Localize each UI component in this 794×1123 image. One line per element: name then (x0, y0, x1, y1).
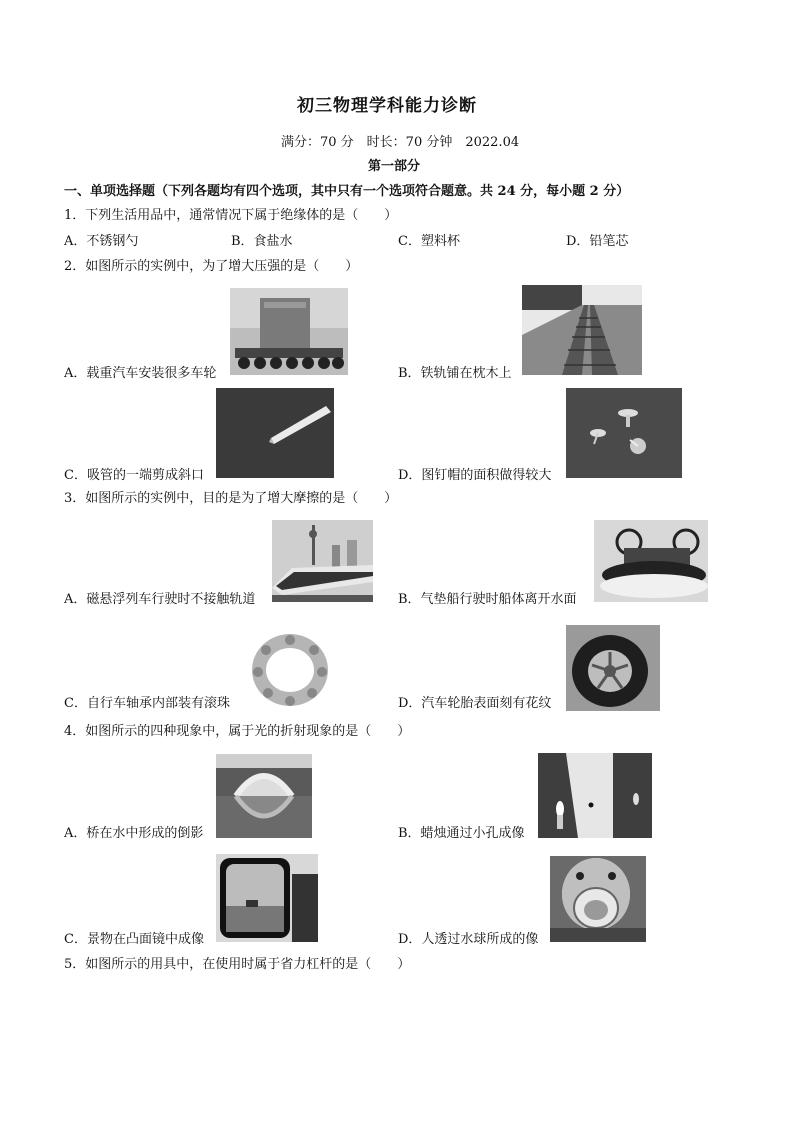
q1-option-a: A．不锈钢勺 (64, 234, 139, 249)
water-ball-photo (550, 856, 646, 942)
q4-option-c: C．景物在凸面镜中成像 (64, 932, 204, 947)
q1-option-b: B．食盐水 (231, 234, 293, 249)
bridge-reflection-photo (216, 754, 312, 838)
q4-option-b: B．蜡烛通过小孔成像 (398, 826, 525, 841)
q2-option-d: D．图钉帽的面积做得较大 (398, 468, 552, 483)
tire-photo (566, 625, 660, 711)
question-5-stem: 5．如图所示的用具中，在使用时属于省力杠杆的是（ ） (64, 957, 411, 972)
question-3-stem: 3．如图所示的实例中，目的是为了增大摩擦的是（ ） (64, 491, 398, 506)
bearing-photo (244, 630, 336, 710)
q4-option-d: D．人透过水球所成的像 (398, 932, 539, 947)
thumbtack-photo (566, 388, 682, 478)
pinhole-candle-photo (538, 753, 652, 838)
hovercraft-photo (594, 520, 708, 602)
convex-mirror-photo (216, 854, 318, 942)
q3-option-d: D．汽车轮胎表面刻有花纹 (398, 696, 552, 711)
q3-option-c: C．自行车轴承内部装有滚珠 (64, 696, 230, 711)
part-heading: 第一部分 (368, 159, 421, 174)
exam-meta: 满分：70 分 时长：70 分钟 2022.04 (281, 135, 520, 150)
q1-option-c: C．塑料杯 (398, 234, 460, 249)
question-4-stem: 4．如图所示的四种现象中，属于光的折射现象的是（ ） (64, 724, 411, 739)
section-heading: 一、单项选择题（下列各题均有四个选项，其中只有一个选项符合题意。共 24 分，每小题 2 分） (64, 184, 630, 199)
railway-photo (522, 285, 642, 375)
q3-option-a: A．磁悬浮列车行驶时不接触轨道 (64, 592, 256, 607)
maglev-photo (272, 520, 373, 602)
q4-option-a: A．桥在水中形成的倒影 (64, 826, 204, 841)
page-title: 初三物理学科能力诊断 (297, 96, 477, 116)
truck-photo (230, 288, 348, 375)
q3-option-b: B．气垫船行驶时船体离开水面 (398, 592, 577, 607)
straw-photo (216, 388, 334, 478)
question-1-stem: 1．下列生活用品中，通常情况下属于绝缘体的是（ ） (64, 208, 398, 223)
q2-option-a: A．载重汽车安装很多车轮 (64, 366, 217, 381)
question-2-stem: 2．如图所示的实例中，为了增大压强的是（ ） (64, 259, 359, 274)
q2-option-b: B．铁轨铺在枕木上 (398, 366, 512, 381)
q2-option-c: C．吸管的一端剪成斜口 (64, 468, 204, 483)
q1-option-d: D．铅笔芯 (566, 234, 629, 249)
